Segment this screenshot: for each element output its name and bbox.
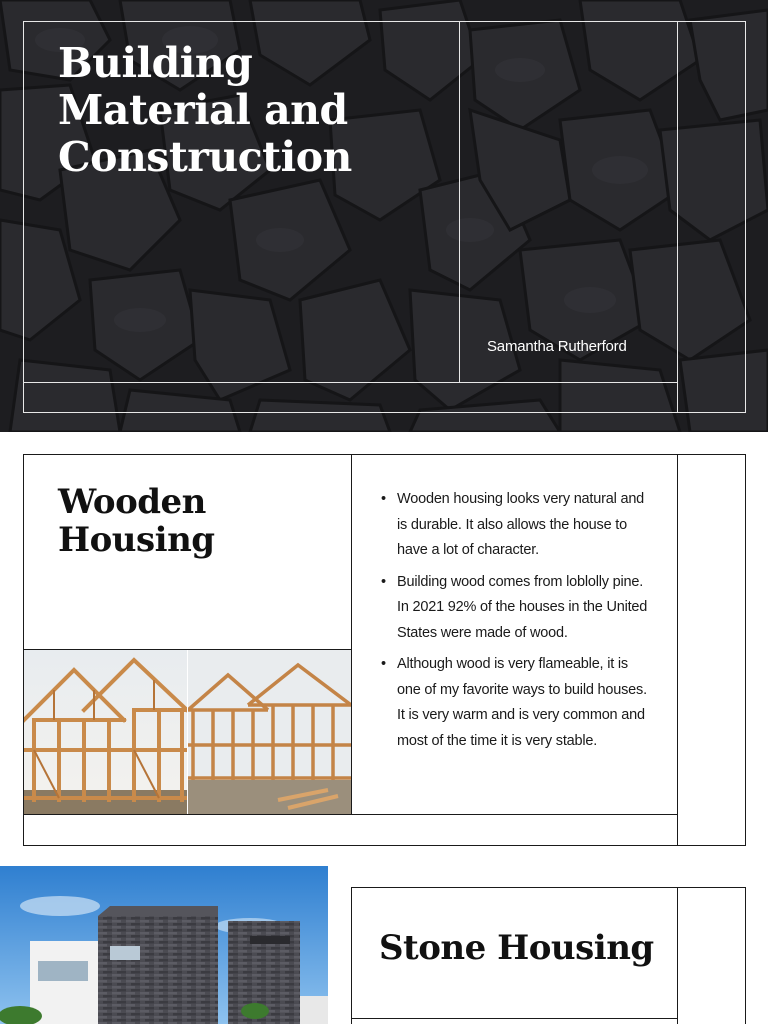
bullet-text: Although wood is very flameable, it is one of my favorite ways to build houses. It is very warm and is very common and most of the time it is very stable. <box>397 656 647 749</box>
bullet-marker: • <box>381 491 386 507</box>
wood-bullet-list <box>381 487 651 760</box>
list-item <box>381 652 651 754</box>
bullet-text: Building wood comes from loblolly pine. In 2021 92% of the houses in the United States were made of wood. <box>397 573 648 641</box>
title-line: Material and <box>58 86 348 134</box>
stone-text-box <box>351 1018 678 1024</box>
list-item <box>381 487 651 564</box>
title-slide <box>0 0 768 432</box>
title-line: Housing <box>58 520 215 560</box>
stone-house-photo <box>0 866 328 1024</box>
wooden-housing-title <box>58 483 215 559</box>
title-edge-column <box>677 21 746 413</box>
wood-frame-photo-1 <box>24 650 187 814</box>
title-line: Wooden <box>58 482 206 522</box>
stone-housing-slide <box>0 866 768 1024</box>
wood-frame-photo-2 <box>188 650 351 814</box>
presentation-title <box>58 40 438 181</box>
list-item <box>381 570 651 647</box>
title-right-box <box>459 21 678 383</box>
wood-edge-column <box>677 454 746 846</box>
stone-edge-column <box>677 887 746 1024</box>
bullet-marker: • <box>381 573 386 590</box>
author-name: Samantha Rutherford <box>487 338 627 355</box>
title-line: Construction <box>58 133 352 181</box>
bullet-text: Wooden housing looks very natural and is durable. It also allows the house to have a lot of character. <box>397 491 645 558</box>
bullet-marker: • <box>381 656 386 672</box>
title-line: Building <box>58 39 253 87</box>
wood-bottom-strip <box>23 814 678 846</box>
stone-housing-title: Stone Housing <box>379 928 654 968</box>
wooden-housing-slide <box>0 433 768 866</box>
